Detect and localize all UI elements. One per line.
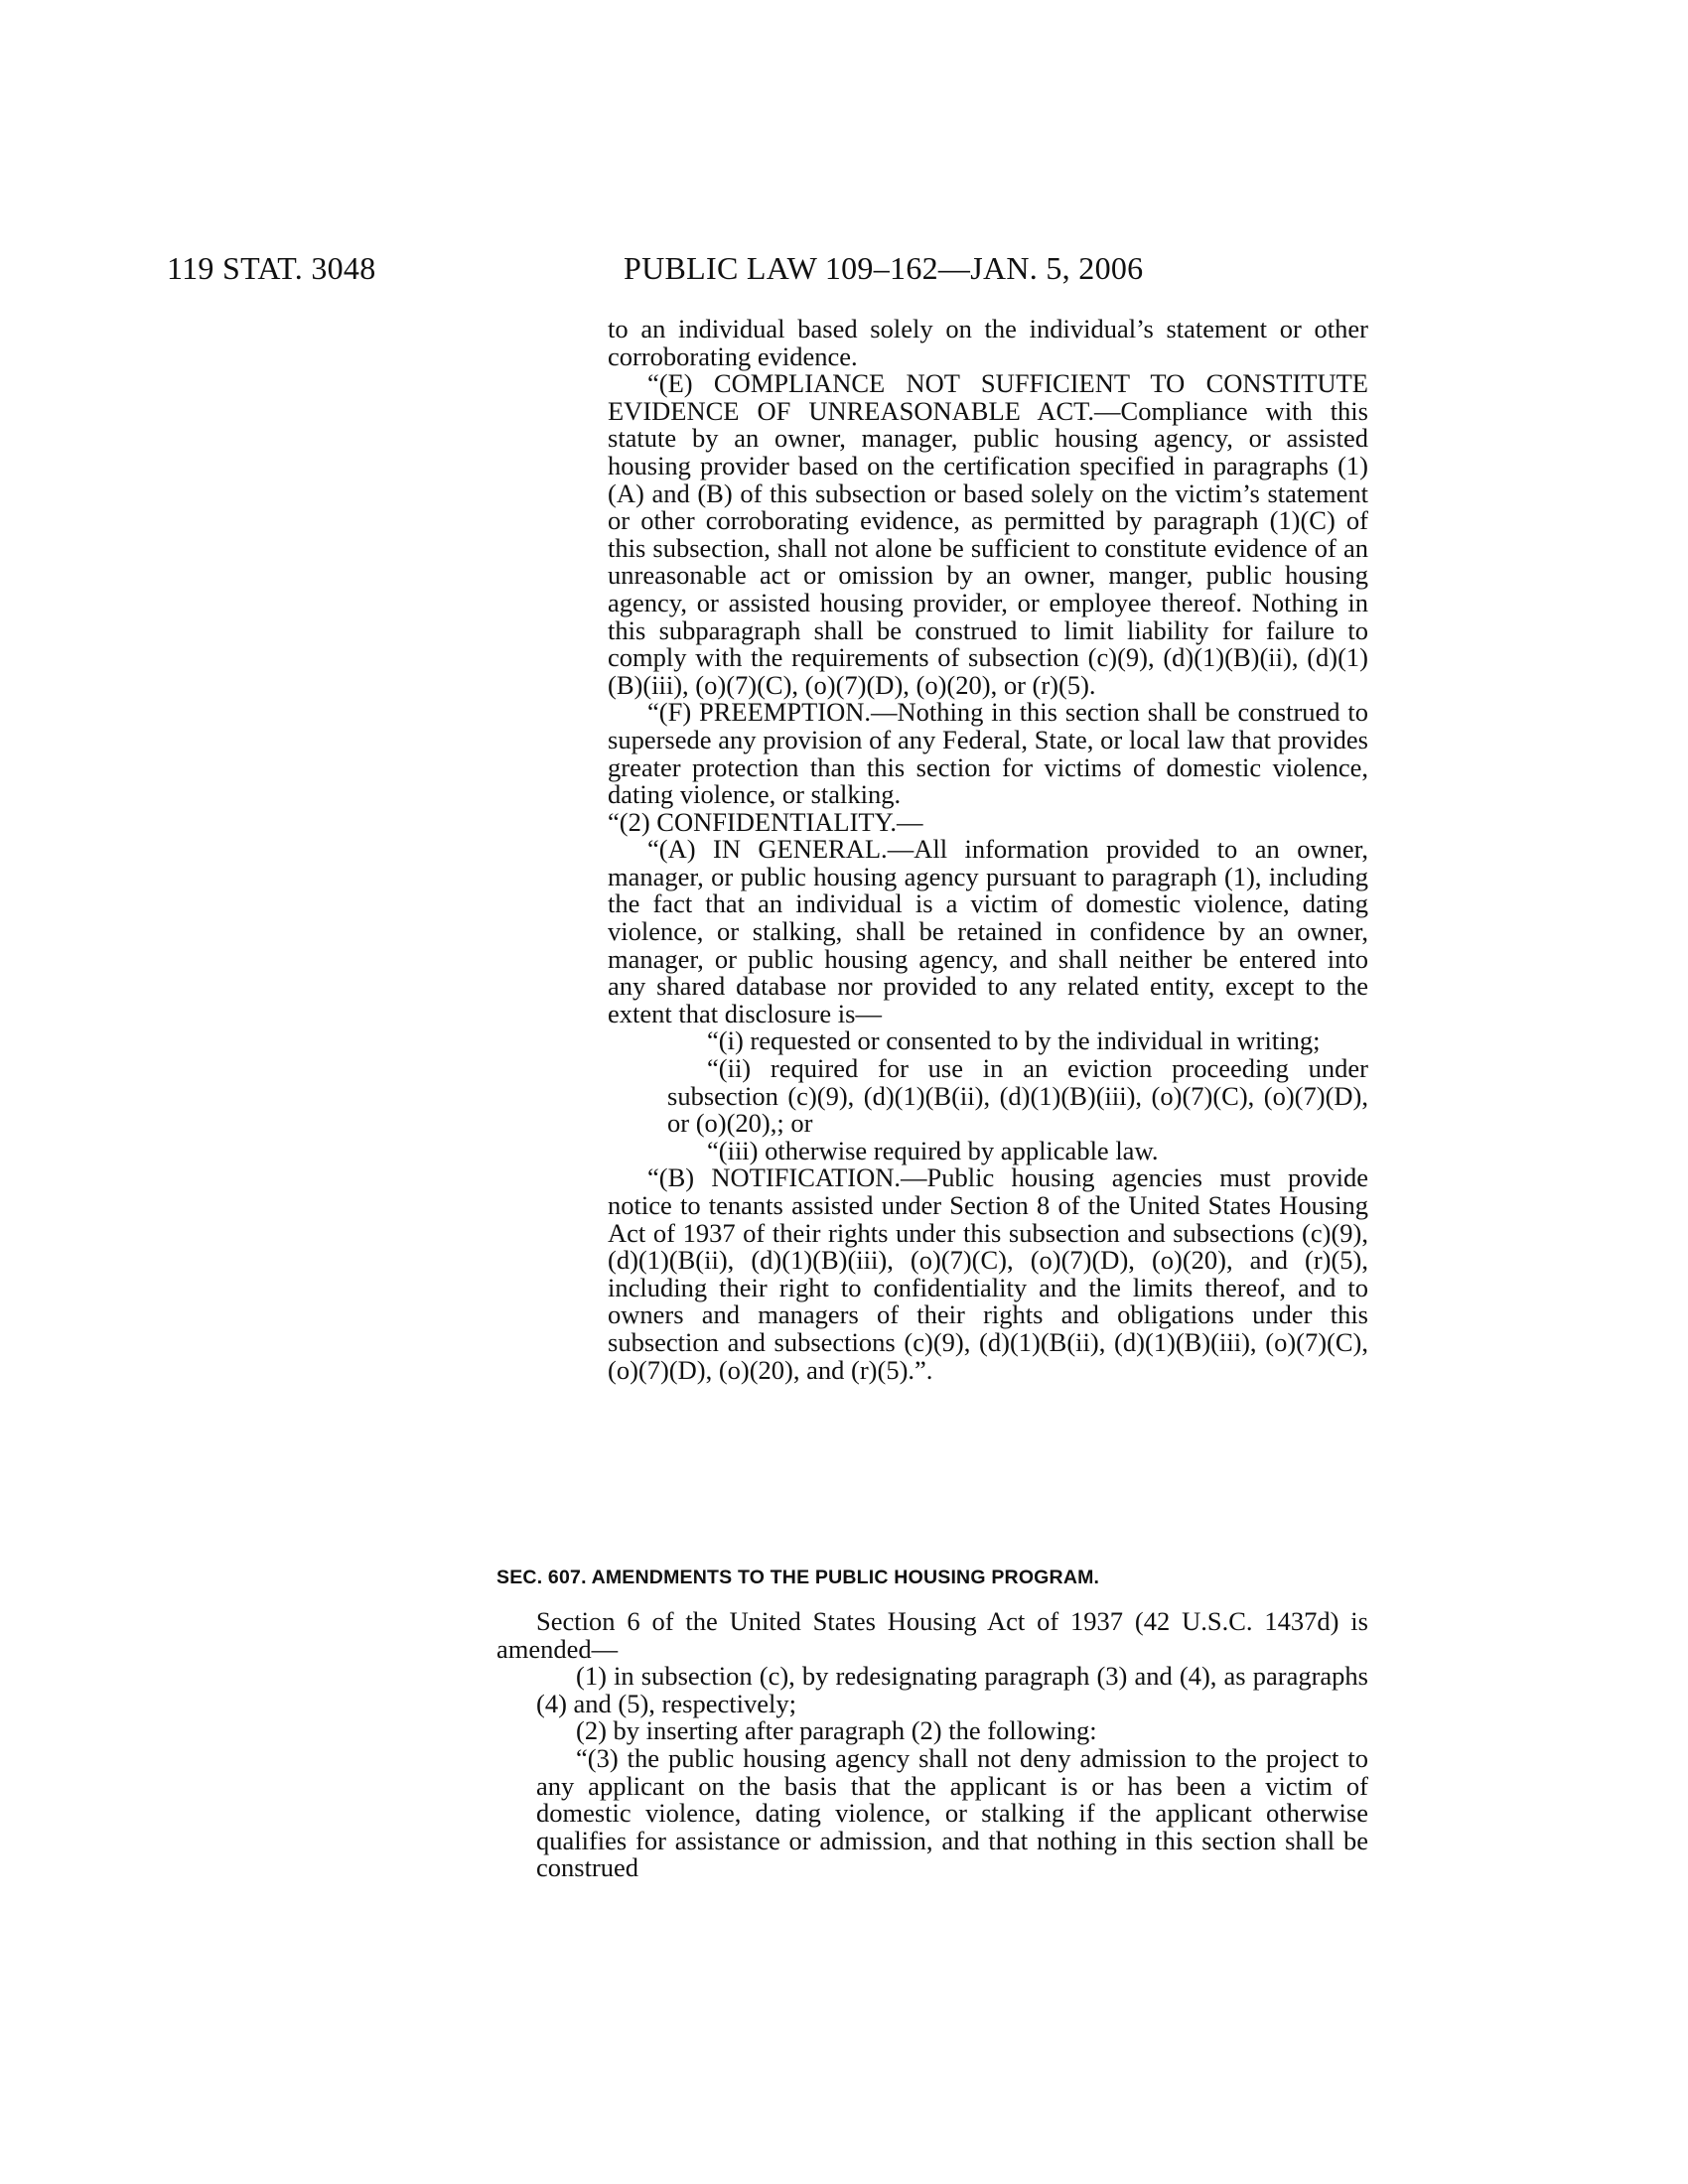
subparagraph-f-heading: “(F) PREEMPTION. xyxy=(647,697,872,728)
running-head-title: PUBLIC LAW 109–162—JAN. 5, 2006 xyxy=(624,250,1144,286)
main-text-column xyxy=(608,316,1368,1384)
statute-page-number: 119 STAT. 3048 xyxy=(167,250,376,286)
confidentiality-heading: “(2) CONFIDENTIALITY.— xyxy=(608,806,923,837)
paragraph-continuation: to an individual based solely on the individual’s statement or other corroborating evidence. xyxy=(608,314,1368,371)
clause-iii: “(iii) otherwise required by applicable law. xyxy=(707,1135,1159,1165)
subparagraph-e-heading: “(E) COMPLIANCE NOT SUFFICIENT TO CONSTITUTE EVIDENCE OF UNREASONABLE ACT. xyxy=(608,368,1368,426)
section-item-1: (1) in subsection (c), by redesignating paragraph (3) and (4), as paragraphs (4) and (5), respectively; xyxy=(536,1661,1368,1718)
section-item-2: (2) by inserting after paragraph (2) the following: xyxy=(576,1715,1097,1746)
subparagraph-a-heading: “(A) IN GENERAL. xyxy=(647,834,888,865)
subparagraph-f xyxy=(608,699,1368,808)
subparagraph-a xyxy=(608,836,1368,1027)
subparagraph-b xyxy=(608,1164,1368,1384)
clause-list xyxy=(608,1027,1368,1164)
clause-i: “(i) requested or consented to by the individual in writing; xyxy=(707,1025,1321,1056)
subparagraph-e-text: —Compliance with this statute by an owner, manager, public housing agency, or assisted housing provider based on the certification specified in paragraphs (1)(A) and (B) of this subsection or based solely on the victim’s statement or other corroborating evidence, as permitted by paragraph (1)(C) of this subsection, shall not alone be sufficient to constitute evidence of an unreasonable act or omission by an owner, manger, public housing agency, or assisted housing provider, or employee thereof. Nothing in this subparagraph shall be construed to limit liability for failure to comply with the requirements of subsection (c)(9), (d)(1)(B)(ii), (d)(1)(B)(iii), (o)(7)(C), (o)(7)(D), (o)(20), or (r)(5). xyxy=(608,395,1368,700)
subparagraph-f-text: —Nothing in this section shall be construed to supersede any provision of any Federal, State, or local law that provides greater protection than this section for victims of domestic violence, dating violence, or stalking. xyxy=(608,697,1368,810)
paragraph-2-heading xyxy=(608,806,1368,837)
subparagraph-e xyxy=(608,370,1368,699)
section-item-3: “(3) the public housing agency shall not deny admission to the project to any applicant on the basis that the applicant is or has been a victim of domestic violence, dating violence, or stalking if the applicant otherwise qualifies for assistance or admission, and that nothing in this section shall be construed xyxy=(536,1742,1368,1883)
section-intro: Section 6 of the United States Housing Act of 1937 (42 U.S.C. 1437d) is amended— xyxy=(496,1606,1368,1664)
subparagraph-b-text: —Public housing agencies must provide notice to tenants assisted under Section 8 of the United States Housing Act of 1937 of their rights under this subsection and subsections (c)(9), (d)(1)(B(ii), (d)(1)(B)(iii), (o)(7)(C), (o)(7)(D), (o)(20), and (r)(5), including their right to confidentiality and the limits thereof, and to owners and managers of their rights and obligations under this subsection and subsections (c)(9), (d)(1)(B(ii), (d)(1)(B)(iii), (o)(7)(C), (o)(7)(D), (o)(20), and (r)(5).”. xyxy=(608,1162,1368,1385)
clause-ii: “(ii) required for use in an eviction proceeding under subsection (c)(9), (d)(1)(B(ii), (d)(1)(B)(iii), (o)(7)(C), (o)(7)(D), or (o)(20),; or xyxy=(667,1053,1368,1139)
section-heading: SEC. 607. AMENDMENTS TO THE PUBLIC HOUSING PROGRAM. xyxy=(496,1567,1100,1588)
section-body xyxy=(496,1608,1368,1882)
subparagraph-a-text: —All information provided to an owner, manager, or public housing agency pursuant to paragraph (1), including the fact that an individual is a victim of domestic violence, dating violence, or stalking, shall be retained in confidence by an owner, manager, or public housing agency, and shall neither be entered into any shared database nor provided to any related entity, except to the extent that disclosure is— xyxy=(608,834,1368,1028)
subparagraph-b-heading: “(B) NOTIFICATION. xyxy=(647,1162,902,1193)
